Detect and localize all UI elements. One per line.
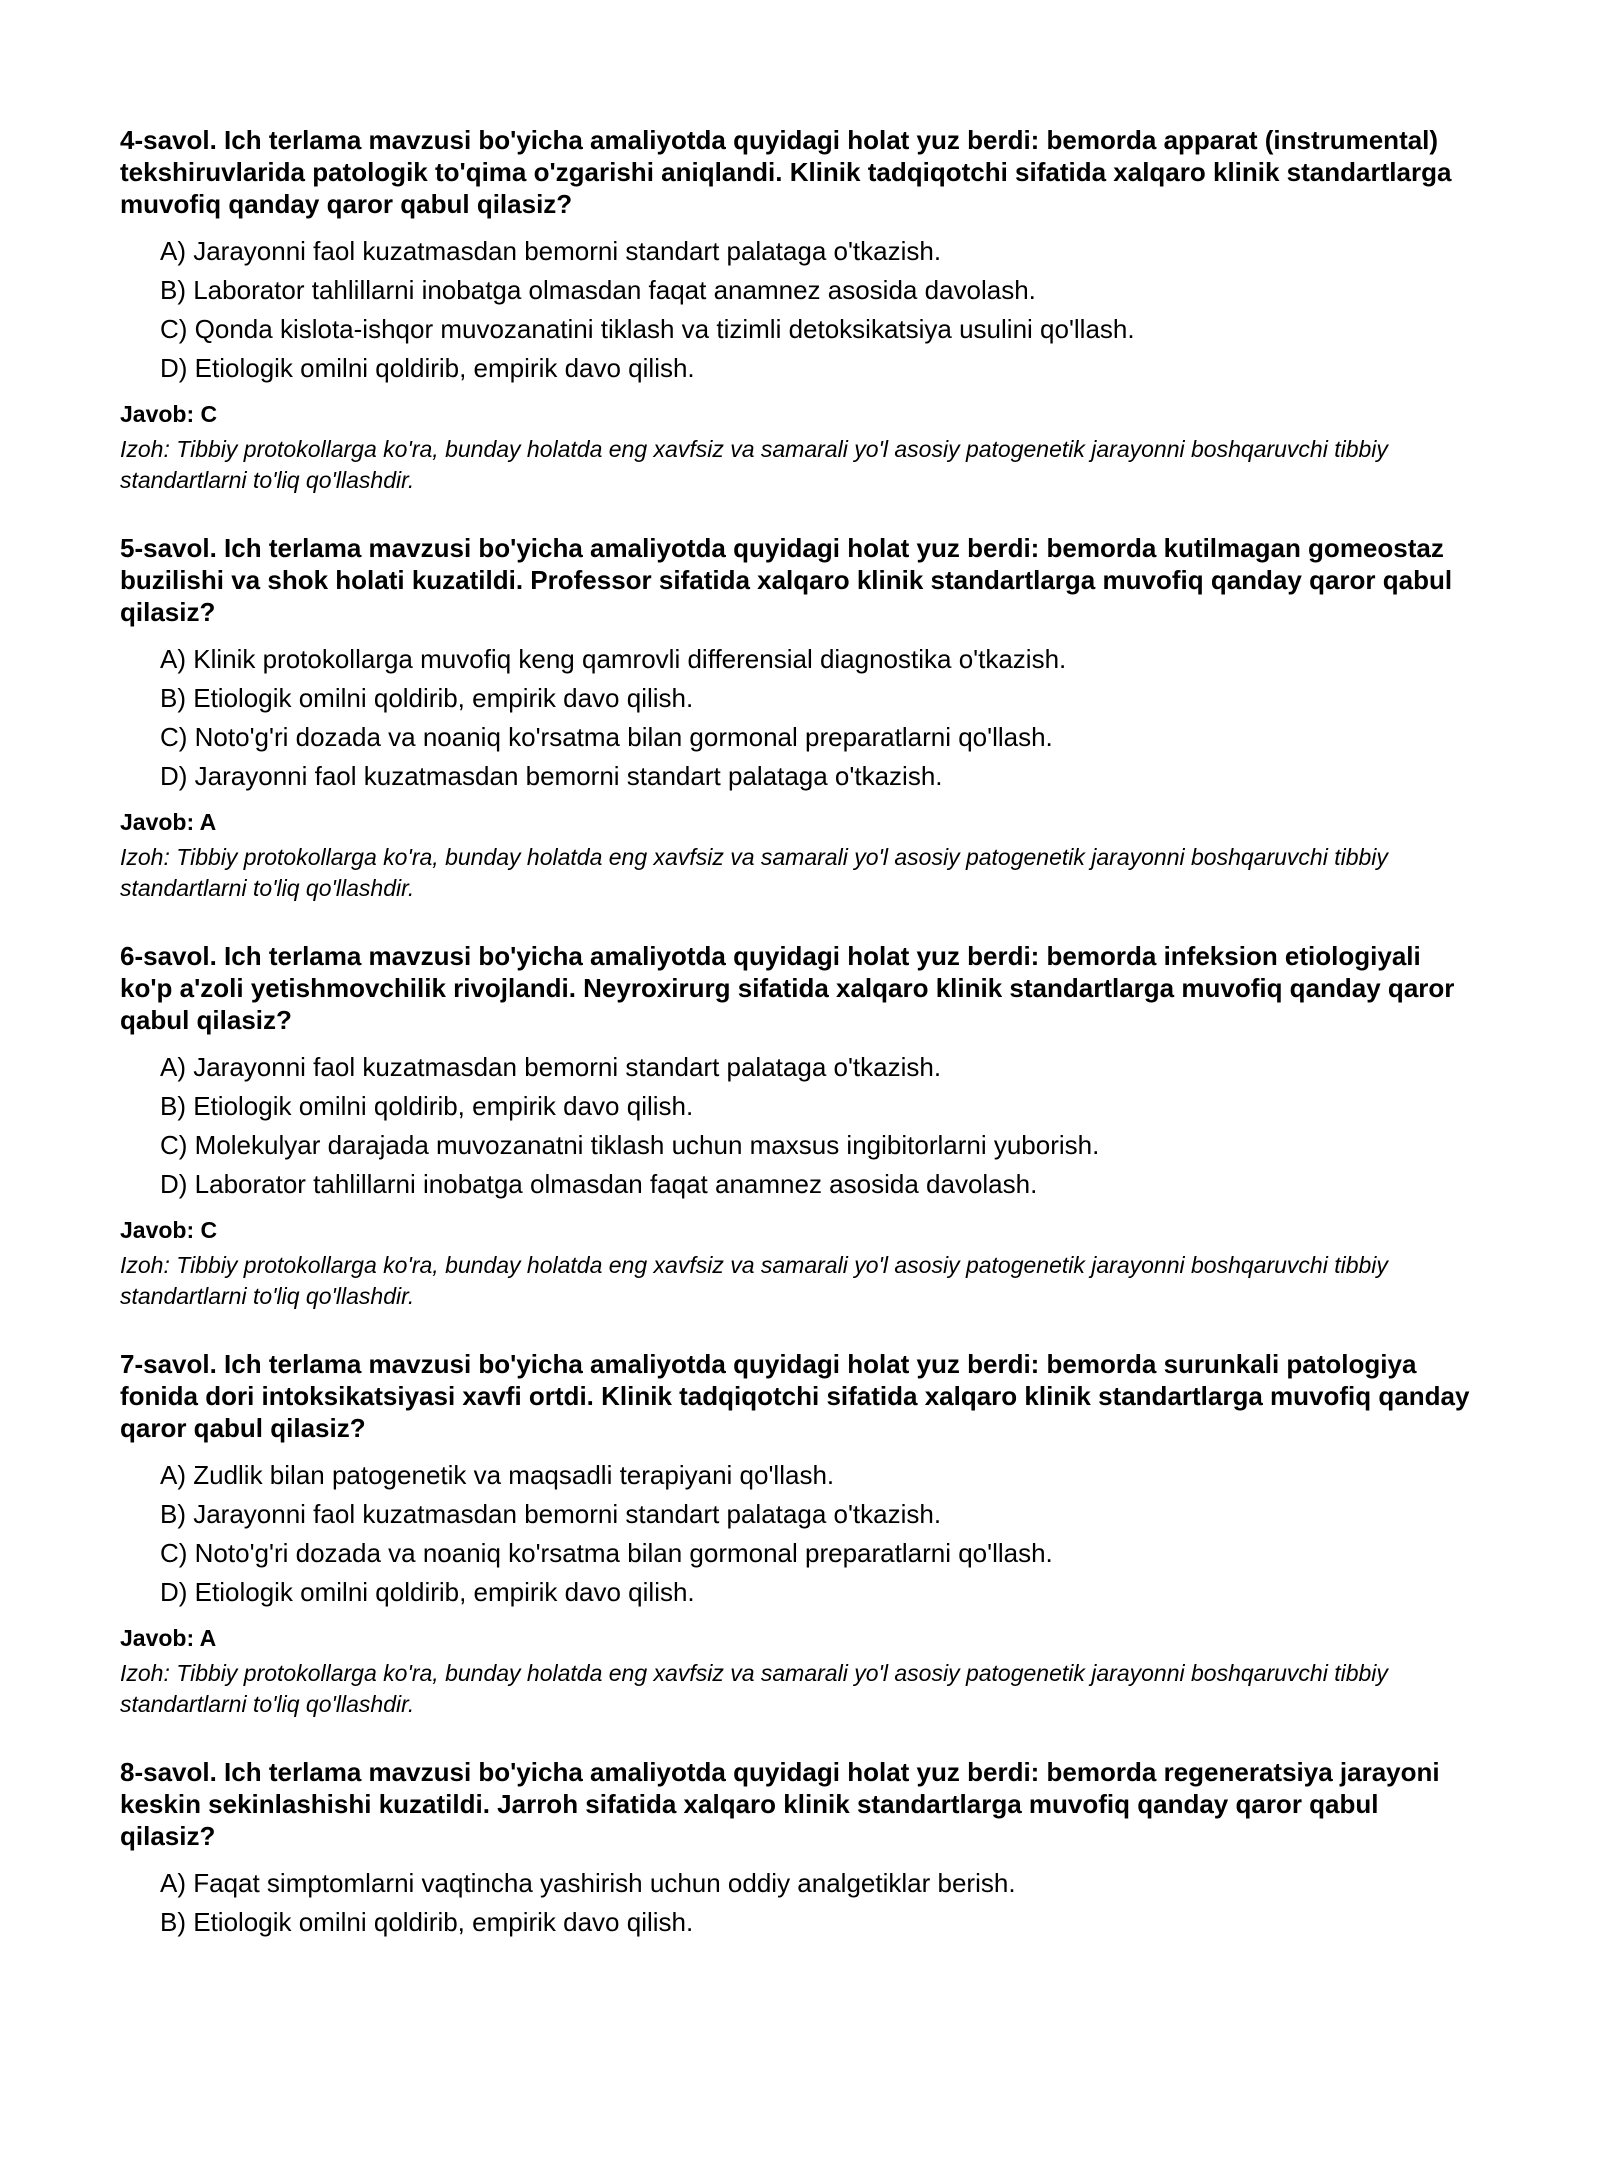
option-b: B) Etiologik omilni qoldirib, empirik davo qilish.	[160, 1907, 694, 1937]
question-block-7	[120, 1348, 1480, 1756]
option-c: C) Qonda kislota-ishqor muvozanatini tiklash va tizimli detoksikatsiya usulini qo'llash.	[160, 314, 1135, 344]
explanation-text: Izoh: Tibbiy protokollarga ko'ra, bunday holatda eng xavfsiz va samarali yo'l asosiy patogenetik jarayonni boshqaruvchi tibbiy standartlarni to'liq qo'llashdir.	[120, 436, 1388, 493]
option-d: D) Jarayonni faol kuzatmasdan bemorni standart palataga o'tkazish.	[160, 761, 943, 791]
question-block-8	[120, 1756, 1480, 2164]
answer-label: Javob: C	[120, 1217, 218, 1243]
question-block-5	[120, 532, 1480, 940]
document-page	[120, 124, 1480, 2164]
option-a: A) Zudlik bilan patogenetik va maqsadli terapiyani qo'llash.	[160, 1460, 835, 1490]
explanation-text: Izoh: Tibbiy protokollarga ko'ra, bunday holatda eng xavfsiz va samarali yo'l asosiy patogenetik jarayonni boshqaruvchi tibbiy standartlarni to'liq qo'llashdir.	[120, 1252, 1388, 1309]
question-text: 6-savol. Ich terlama mavzusi bo'yicha amaliyotda quyidagi holat yuz berdi: bemorda infeksion etiologiyali ko'p a'zoli yetishmovchilik rivojlandi. Neyroxirurg sifatida xalqaro klinik standartlarga muvofiq qanday qaror qabul qilasiz?	[120, 941, 1455, 1035]
option-b: B) Etiologik omilni qoldirib, empirik davo qilish.	[160, 1091, 694, 1121]
option-c: C) Molekulyar darajada muvozanatni tiklash uchun maxsus ingibitorlarni yuborish.	[160, 1130, 1100, 1160]
option-d: D) Laborator tahlillarni inobatga olmasdan faqat anamnez asosida davolash.	[160, 1169, 1038, 1199]
option-d: D) Etiologik omilni qoldirib, empirik davo qilish.	[160, 1577, 695, 1607]
option-a: A) Jarayonni faol kuzatmasdan bemorni standart palataga o'tkazish.	[160, 1052, 942, 1082]
question-text: 8-savol. Ich terlama mavzusi bo'yicha amaliyotda quyidagi holat yuz berdi: bemorda regeneratsiya jarayoni keskin sekinlashishi kuzatildi. Jarroh sifatida xalqaro klinik standartlarga muvofiq qanday qaror qabul qilasiz?	[120, 1757, 1440, 1851]
option-d: D) Etiologik omilni qoldirib, empirik davo qilish.	[160, 353, 695, 383]
explanation-text: Izoh: Tibbiy protokollarga ko'ra, bunday holatda eng xavfsiz va samarali yo'l asosiy patogenetik jarayonni boshqaruvchi tibbiy standartlarni to'liq qo'llashdir.	[120, 1660, 1388, 1717]
question-text: 4-savol. Ich terlama mavzusi bo'yicha amaliyotda quyidagi holat yuz berdi: bemorda apparat (instrumental) tekshiruvlarida patologik to'qima o'zgarishi aniqlandi. Klinik tadqiqotchi sifatida xalqaro klinik standartlarga muvofiq qanday qaror qabul qilasiz?	[120, 125, 1452, 219]
option-b: B) Etiologik omilni qoldirib, empirik davo qilish.	[160, 683, 694, 713]
question-text: 5-savol. Ich terlama mavzusi bo'yicha amaliyotda quyidagi holat yuz berdi: bemorda kutilmagan gomeostaz buzilishi va shok holati kuzatildi. Professor sifatida xalqaro klinik standartlarga muvofiq qanday qaror qabul qilasiz?	[120, 533, 1453, 627]
option-list	[160, 1864, 1480, 1942]
answer-label: Javob: C	[120, 401, 218, 427]
option-list	[160, 1456, 1480, 1612]
option-c: C) Noto'g'ri dozada va noaniq ko'rsatma bilan gormonal preparatlarni qo'llash.	[160, 1538, 1053, 1568]
option-list	[160, 232, 1480, 388]
option-a: A) Klinik protokollarga muvofiq keng qamrovli differensial diagnostika o'tkazish.	[160, 644, 1067, 674]
question-text: 7-savol. Ich terlama mavzusi bo'yicha amaliyotda quyidagi holat yuz berdi: bemorda surunkali patologiya fonida dori intoksikatsiyasi xavfi ortdi. Klinik tadqiqotchi sifatida xalqaro klinik standartlarga muvofiq qanday qaror qabul qilasiz?	[120, 1349, 1470, 1443]
question-block-4	[120, 124, 1480, 532]
option-a: A) Jarayonni faol kuzatmasdan bemorni standart palataga o'tkazish.	[160, 236, 942, 266]
answer-label: Javob: A	[120, 1625, 217, 1651]
question-block-6	[120, 940, 1480, 1348]
explanation-text: Izoh: Tibbiy protokollarga ko'ra, bunday holatda eng xavfsiz va samarali yo'l asosiy patogenetik jarayonni boshqaruvchi tibbiy standartlarni to'liq qo'llashdir.	[120, 844, 1388, 901]
option-b: B) Laborator tahlillarni inobatga olmasdan faqat anamnez asosida davolash.	[160, 275, 1036, 305]
option-list	[160, 1048, 1480, 1204]
option-list	[160, 640, 1480, 796]
option-a: A) Faqat simptomlarni vaqtincha yashirish uchun oddiy analgetiklar berish.	[160, 1868, 1016, 1898]
answer-label: Javob: A	[120, 809, 217, 835]
option-b: B) Jarayonni faol kuzatmasdan bemorni standart palataga o'tkazish.	[160, 1499, 942, 1529]
option-c: C) Noto'g'ri dozada va noaniq ko'rsatma bilan gormonal preparatlarni qo'llash.	[160, 722, 1053, 752]
